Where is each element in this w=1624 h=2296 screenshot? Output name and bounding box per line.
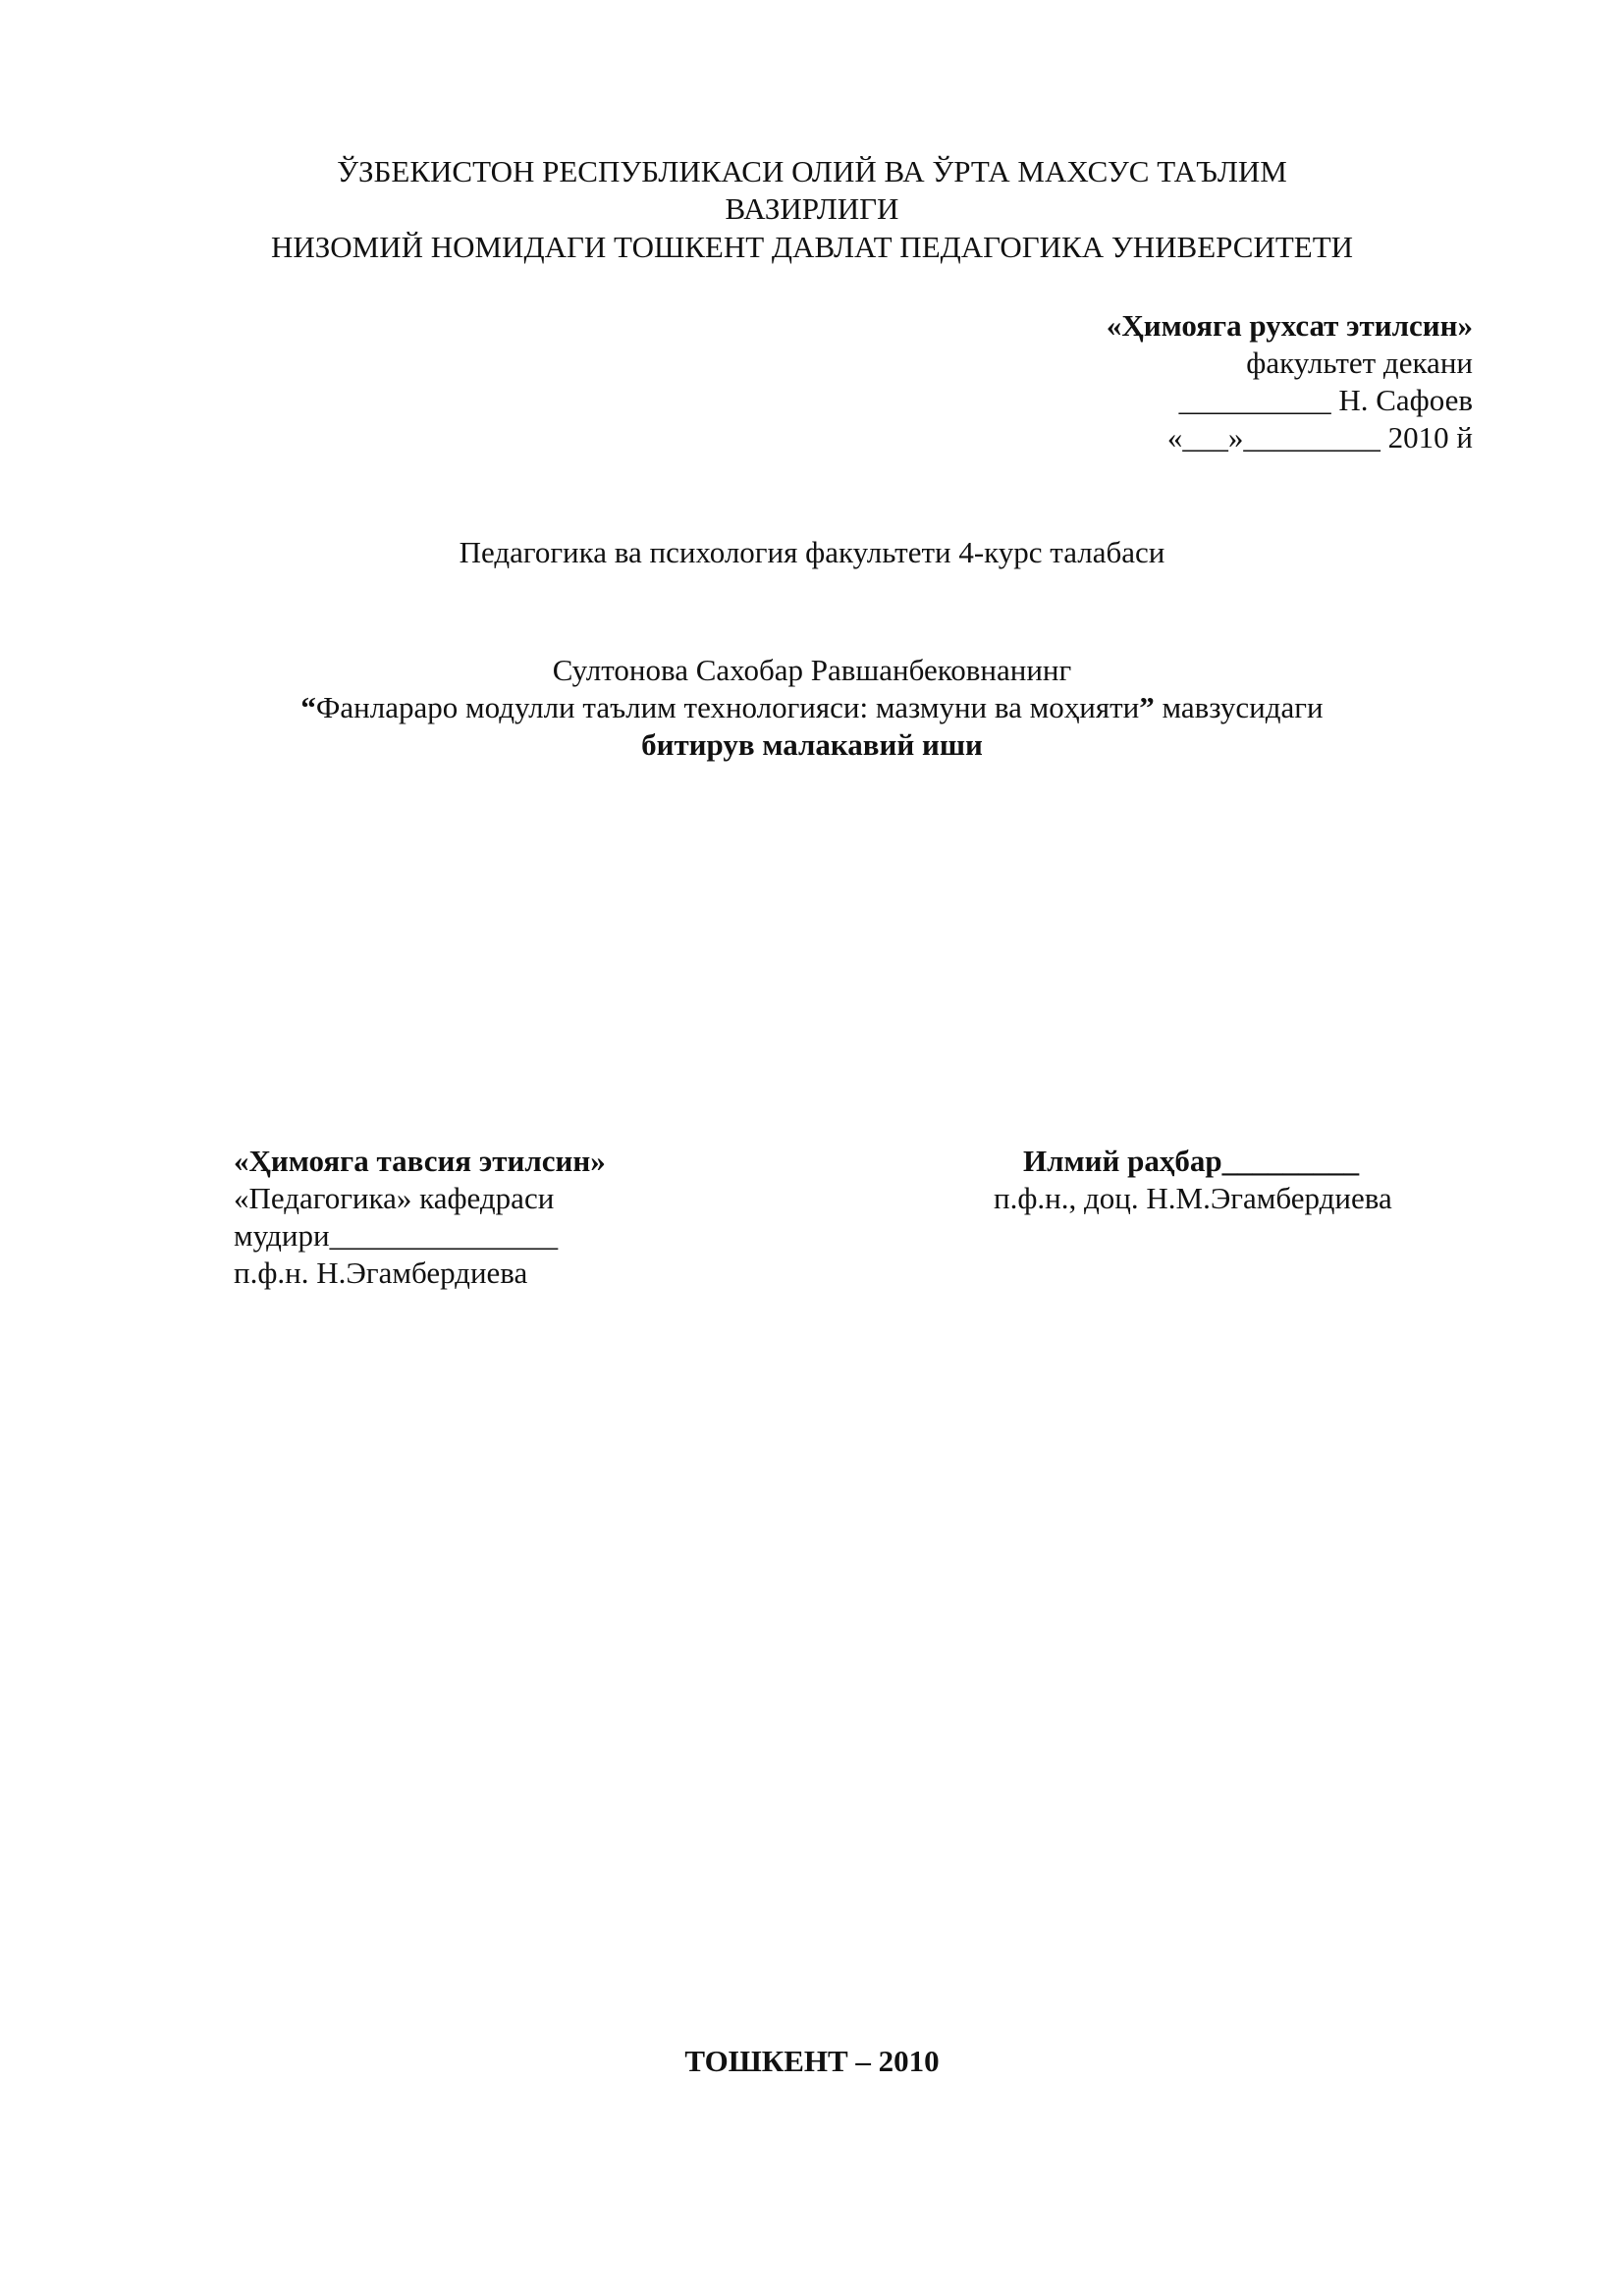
approval-title: «Ҳимояга рухсат этилсин» [1106, 308, 1473, 343]
head-name: п.ф.н. Н.Эгамбердиева [234, 1255, 528, 1290]
work-type: битирув малакавий иши [641, 727, 983, 762]
topic-line [0, 690, 1624, 725]
topic-suffix: мавзусидаги [1154, 690, 1324, 724]
head-signature-line: мудири_______________ [234, 1218, 559, 1253]
topic-open-quote: “ [300, 690, 316, 724]
student-name: Султонова Сахобар Равшанбековнанинг [552, 653, 1072, 687]
recommendation-title: «Ҳимояга тавсия этилсин» [234, 1144, 606, 1178]
approval-date-line: «___»_________ 2010 й [1166, 420, 1473, 454]
faculty-line: Педагогика ва психология факультети 4-курс талабаси [459, 535, 1165, 569]
city-year: ТОШКЕНТ – 2010 [684, 2044, 940, 2078]
supervisor-title: Илмий раҳбар_________ [1023, 1144, 1360, 1178]
approval-position: факультет декани [1246, 346, 1473, 380]
supervisor-name: п.ф.н., доц. Н.М.Эгамбердиева [994, 1181, 1392, 1215]
department-name: «Педагогика» кафедраси [234, 1181, 555, 1215]
topic-title: Фанлараро модулли таълим технологияси: мазмуни ва моҳияти [315, 690, 1140, 724]
university-name: НИЗОМИЙ НОМИДАГИ ТОШКЕНТ ДАВЛАТ ПЕДАГОГИКА УНИВЕРСИТЕТИ [270, 230, 1354, 264]
ministry-line-2: ВАЗИРЛИГИ [725, 191, 899, 226]
topic-close-quote: ” [1139, 690, 1155, 724]
approval-signature-line: __________ Н. Сафоев [1178, 383, 1473, 417]
ministry-line-1: ЎЗБЕКИСТОН РЕСПУБЛИКАСИ ОЛИЙ ВА ЎРТА МАХСУС ТАЪЛИМ [337, 154, 1287, 188]
